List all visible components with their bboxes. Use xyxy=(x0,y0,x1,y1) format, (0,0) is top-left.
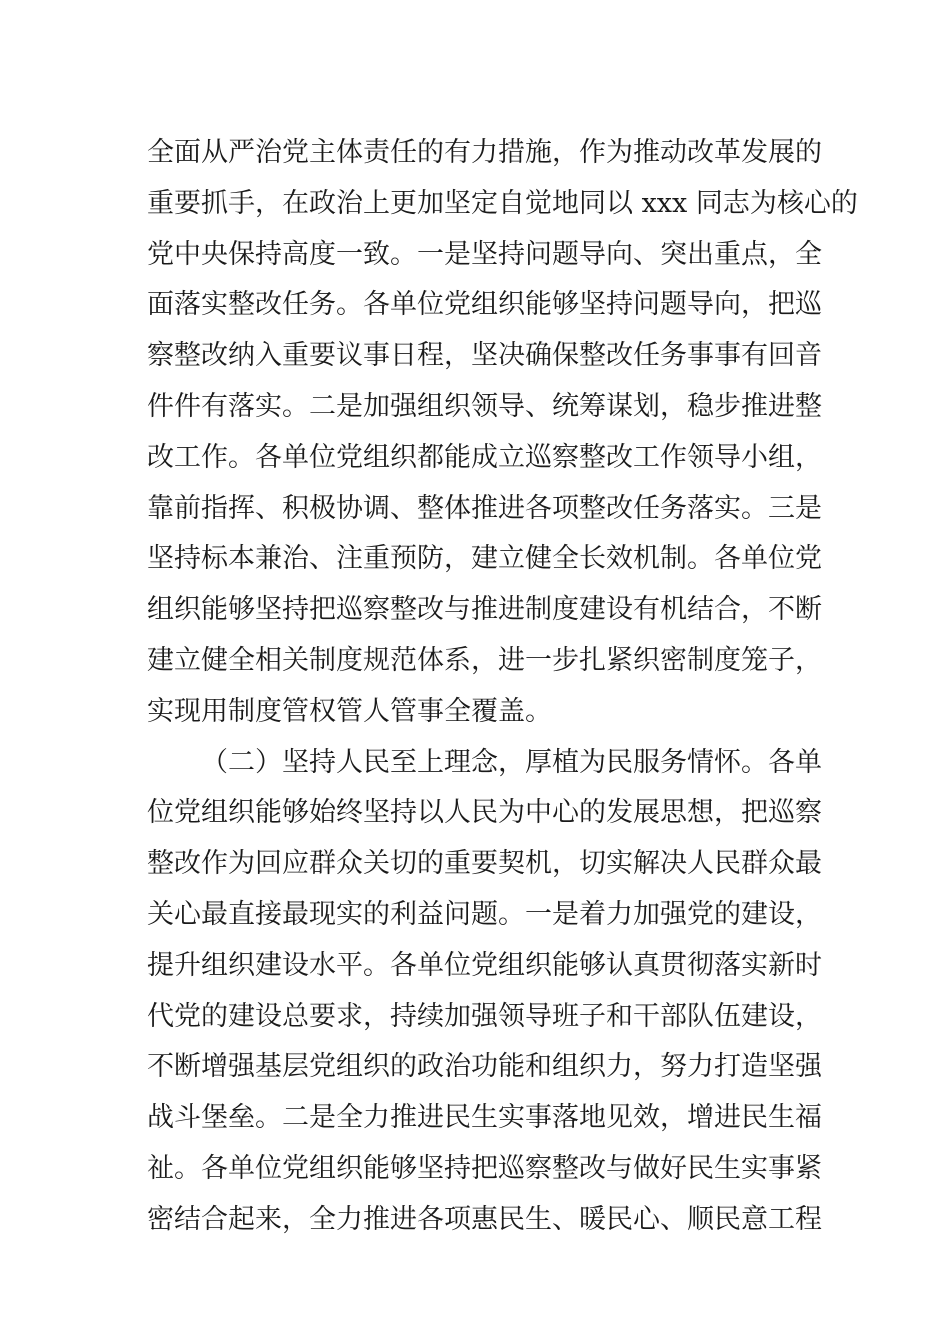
text-line: 祉。各单位党组织能够坚持把巡察整改与做好民生实事紧 xyxy=(147,1152,822,1184)
text-line: 战斗堡垒。二是全力推进民生实事落地见效，增进民生福 xyxy=(147,1102,822,1134)
text-line: 整改作为回应群众关切的重要契机，切实解决人民群众最 xyxy=(147,848,822,880)
text-line: 改工作。各单位党组织都能成立巡察整改工作领导小组， xyxy=(147,441,822,473)
text-line: 全面从严治党主体责任的有力措施，作为推动改革发展的 xyxy=(147,137,822,168)
text-line: 党中央保持高度一致。一是坚持问题导向、突出重点，全 xyxy=(147,238,822,270)
text-line: 密结合起来，全力推进各项惠民生、暖民心、顺民意工程 xyxy=(147,1203,822,1235)
text-line: 件件有落实。二是加强组织领导、统筹谋划，稳步推进整 xyxy=(147,390,822,422)
text-line: 不断增强基层党组织的政治功能和组织力，努力打造坚强 xyxy=(147,1051,822,1083)
text-line: 靠前指挥、积极协调、整体推进各项整改任务落实。三是 xyxy=(147,492,822,524)
text-line: 察整改纳入重要议事日程，坚决确保整改任务事事有回音 xyxy=(147,340,822,372)
text-line: 代党的建设总要求，持续加强领导班子和干部队伍建设， xyxy=(147,1000,822,1032)
document-body xyxy=(147,128,858,1246)
text-line: 提升组织建设水平。各单位党组织能够认真贯彻落实新时 xyxy=(147,949,822,981)
text-line: 建立健全相关制度规范体系，进一步扎紧织密制度笼子， xyxy=(147,644,822,676)
section-heading-line: （二）坚持人民至上理念，厚植为民服务情怀。各单 xyxy=(201,746,822,778)
text-line: 重要抓手，在政治上更加坚定自觉地同以 xxx 同志为核心的 xyxy=(147,187,858,219)
text-line: 组织能够坚持把巡察整改与推进制度建设有机结合，不断 xyxy=(147,594,822,626)
text-line: 位党组织能够始终坚持以人民为中心的发展思想，把巡察 xyxy=(147,797,822,829)
text-line: 关心最直接最现实的利益问题。一是着力加强党的建设， xyxy=(147,898,822,930)
text-line: 坚持标本兼治、注重预防，建立健全长效机制。各单位党 xyxy=(147,543,822,575)
text-line: 实现用制度管权管人管事全覆盖。 xyxy=(147,695,552,727)
text-line: 面落实整改任务。各单位党组织能够坚持问题导向，把巡 xyxy=(147,289,822,321)
